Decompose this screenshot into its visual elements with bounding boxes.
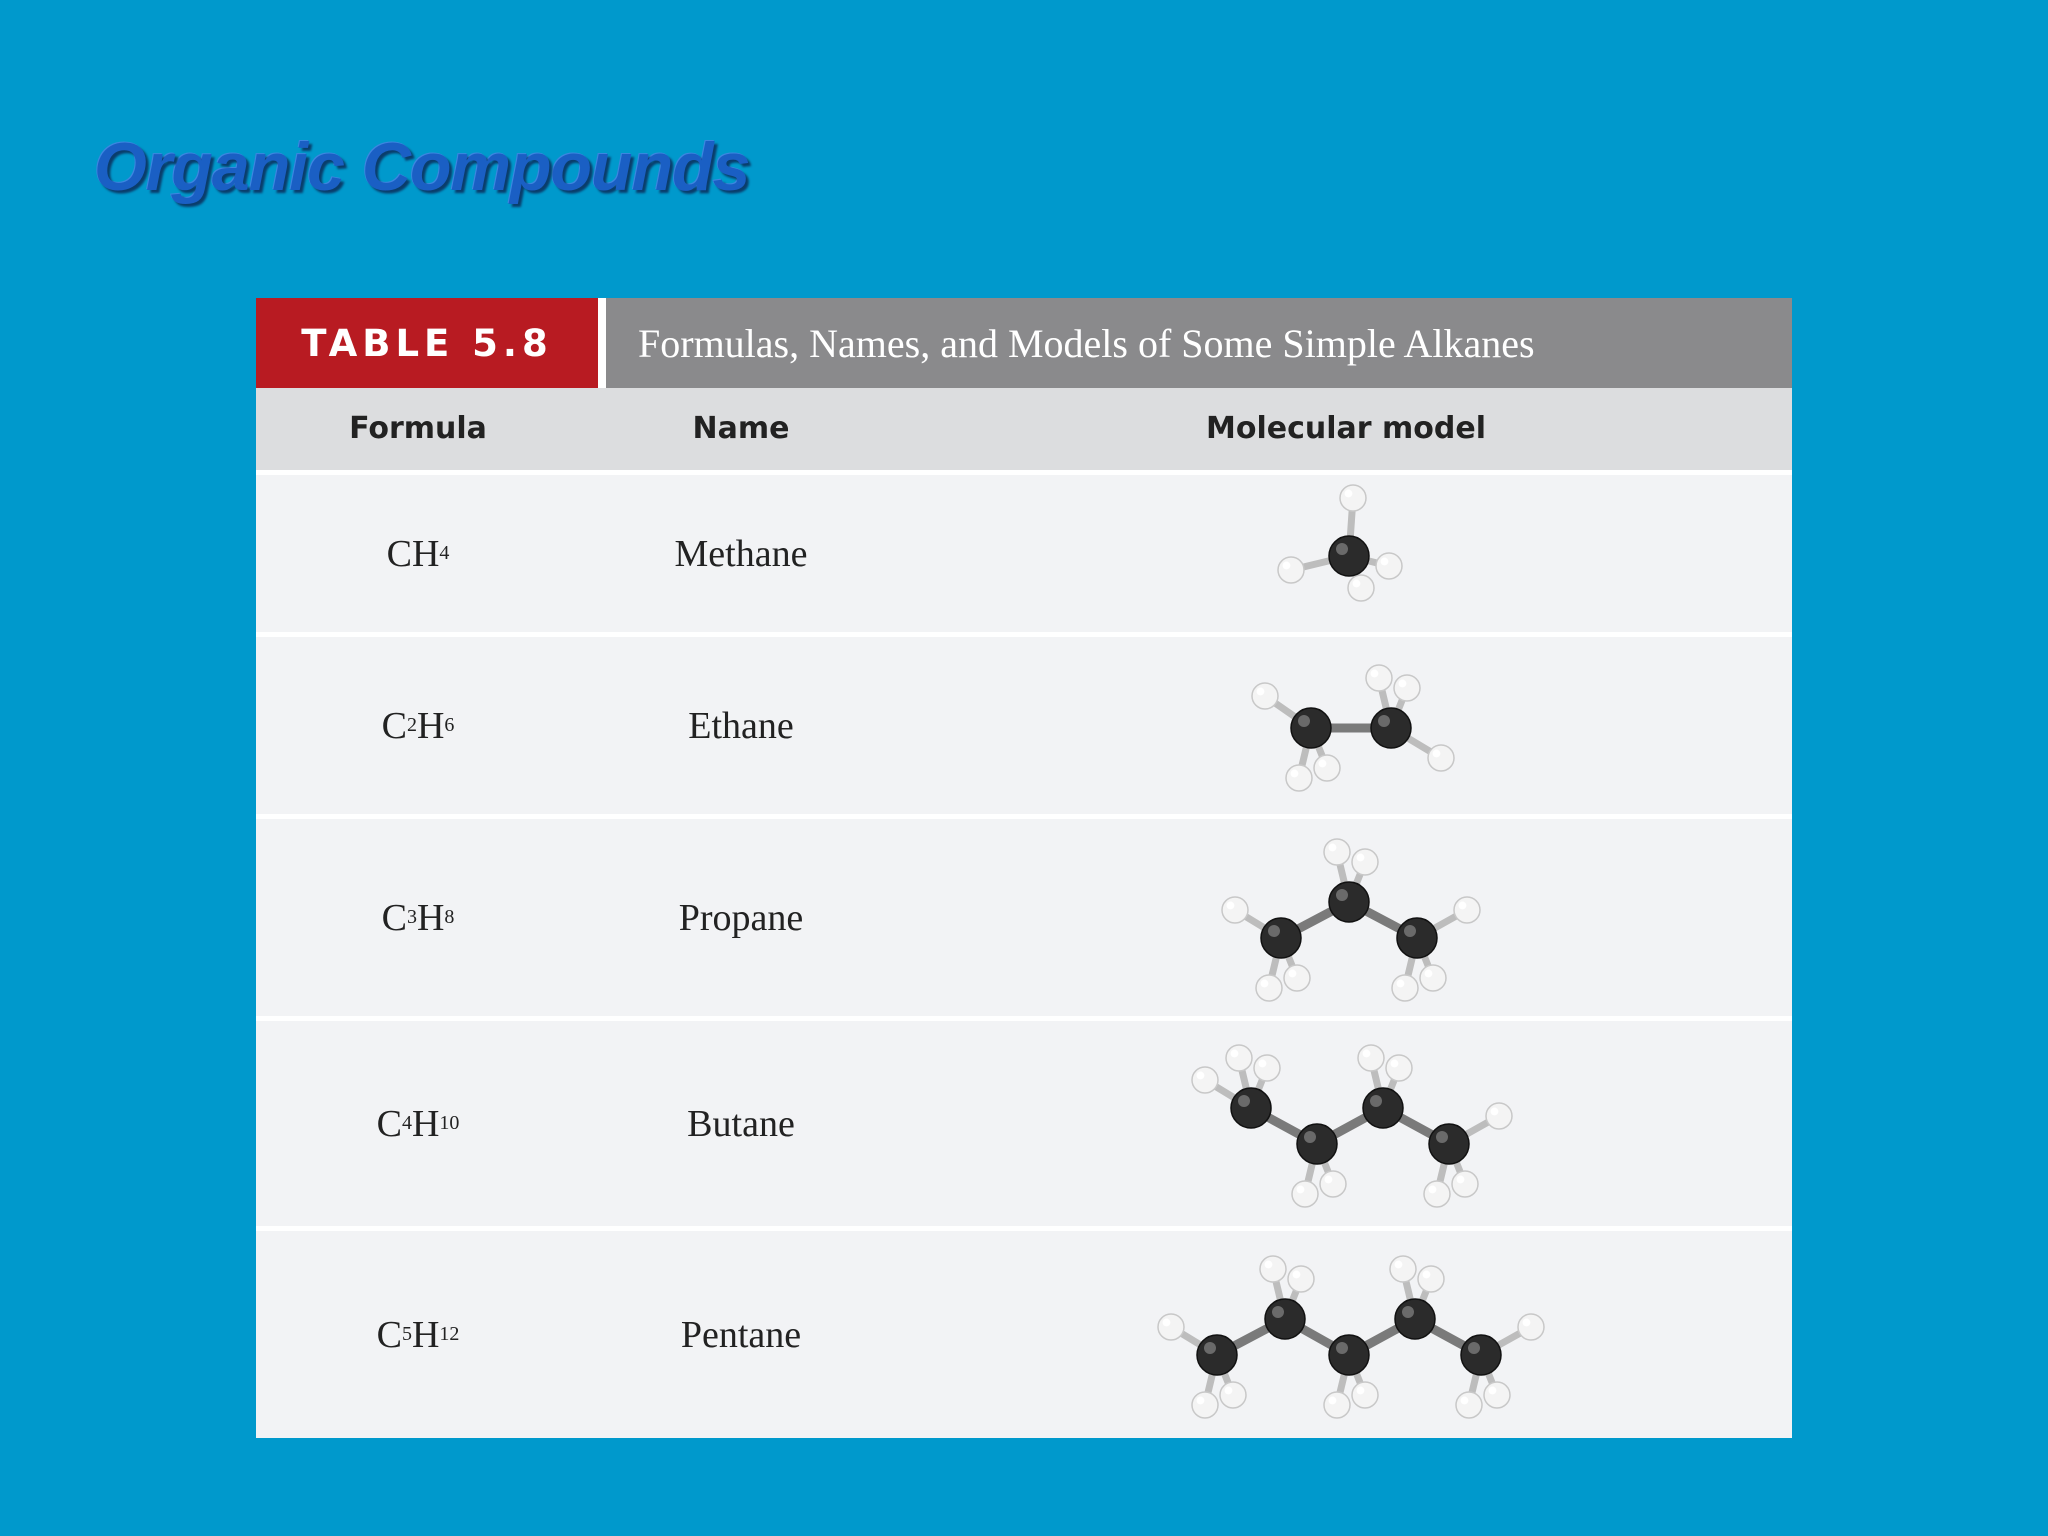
name-cell: Pentane	[680, 1313, 802, 1356]
atom-highlight	[1291, 770, 1299, 778]
header-name: Name	[692, 411, 790, 446]
atom-highlight	[1272, 1306, 1284, 1318]
carbon-atom	[1231, 1088, 1271, 1128]
formula-subscript: 8	[444, 906, 455, 928]
atom-highlight	[1257, 688, 1265, 696]
hydrogen-atom	[1420, 965, 1446, 991]
atom-highlight	[1397, 980, 1405, 988]
table-header-row	[256, 388, 1792, 470]
formula-element: H	[411, 532, 440, 575]
atom-highlight	[1336, 1342, 1348, 1354]
ethane-ball-and-stick-model	[256, 637, 1792, 819]
formula-subscript: 2	[406, 714, 417, 736]
atom-highlight	[1423, 1271, 1431, 1279]
carbon-atom	[1329, 882, 1369, 922]
formula-subscript: 4	[439, 542, 450, 564]
hydrogen-atom	[1424, 1181, 1450, 1207]
atom-highlight	[1231, 1050, 1239, 1058]
table-number-label: TABLE 5.8	[256, 298, 606, 388]
atom-highlight	[1457, 1176, 1465, 1184]
atom-highlight	[1319, 760, 1327, 768]
hydrogen-atom	[1220, 1382, 1246, 1408]
atom-highlight	[1402, 1306, 1414, 1318]
hydrogen-atom	[1454, 897, 1480, 923]
name-cell: Methane	[674, 532, 808, 575]
atom-highlight	[1329, 1397, 1337, 1405]
hydrogen-atom	[1456, 1392, 1482, 1418]
atom-highlight	[1371, 670, 1379, 678]
hydrogen-atom	[1518, 1314, 1544, 1340]
carbon-atom	[1397, 918, 1437, 958]
formula-element: C	[381, 896, 407, 939]
formula-element: C	[376, 1102, 402, 1145]
hydrogen-atom	[1348, 575, 1374, 601]
carbon-atom	[1363, 1088, 1403, 1128]
hydrogen-atom	[1366, 665, 1392, 691]
methane-ball-and-stick-model	[256, 475, 1792, 637]
atom-highlight	[1491, 1108, 1499, 1116]
hydrogen-atom	[1260, 1256, 1286, 1282]
atom-highlight	[1370, 1095, 1382, 1107]
atom-highlight	[1197, 1072, 1205, 1080]
hydrogen-atom	[1376, 553, 1402, 579]
hydrogen-atom	[1256, 975, 1282, 1001]
formula-subscript: 10	[439, 1112, 460, 1134]
hydrogen-atom	[1352, 1382, 1378, 1408]
carbon-atom	[1265, 1299, 1305, 1339]
formula-subscript: 6	[444, 714, 455, 736]
hydrogen-atom	[1158, 1314, 1184, 1340]
formula-subscript: 4	[401, 1112, 412, 1134]
atom-highlight	[1429, 1186, 1437, 1194]
hydrogen-atom	[1392, 975, 1418, 1001]
atom-highlight	[1489, 1387, 1497, 1395]
atom-highlight	[1329, 844, 1337, 852]
carbon-atom	[1461, 1335, 1501, 1375]
atom-highlight	[1298, 715, 1310, 727]
atom-highlight	[1293, 1271, 1301, 1279]
atom-highlight	[1204, 1342, 1216, 1354]
table-caption-text: Formulas, Names, and Models of Some Simple Alkanes	[606, 298, 1792, 388]
carbon-atom	[1261, 918, 1301, 958]
atom-highlight	[1345, 490, 1353, 498]
atom-highlight	[1468, 1342, 1480, 1354]
atom-highlight	[1197, 1397, 1205, 1405]
formula-subscript: 5	[401, 1323, 412, 1345]
hydrogen-atom	[1278, 557, 1304, 583]
formula-element: H	[411, 1313, 440, 1356]
atom-highlight	[1433, 750, 1441, 758]
carbon-atom	[1291, 708, 1331, 748]
table-row	[256, 632, 1792, 814]
hydrogen-atom	[1284, 965, 1310, 991]
atom-highlight	[1336, 543, 1348, 555]
formula-element: C	[376, 1313, 402, 1356]
atom-highlight	[1436, 1131, 1448, 1143]
atom-highlight	[1523, 1319, 1531, 1327]
hydrogen-atom	[1352, 849, 1378, 875]
formula-element: H	[416, 896, 445, 939]
atom-highlight	[1289, 970, 1297, 978]
atom-highlight	[1304, 1131, 1316, 1143]
atom-highlight	[1163, 1319, 1171, 1327]
atom-highlight	[1297, 1186, 1305, 1194]
formula-subscript: 3	[406, 906, 417, 928]
hydrogen-atom	[1314, 755, 1340, 781]
atom-highlight	[1265, 1261, 1273, 1269]
atom-highlight	[1259, 1060, 1267, 1068]
atom-highlight	[1357, 854, 1365, 862]
formula-subscript: 12	[439, 1323, 460, 1345]
atom-highlight	[1399, 680, 1407, 688]
hydrogen-atom	[1286, 765, 1312, 791]
atom-highlight	[1381, 558, 1389, 566]
hydrogen-atom	[1252, 683, 1278, 709]
hydrogen-atom	[1486, 1103, 1512, 1129]
carbon-atom	[1329, 536, 1369, 576]
hydrogen-atom	[1288, 1266, 1314, 1292]
atom-highlight	[1238, 1095, 1250, 1107]
hydrogen-atom	[1386, 1055, 1412, 1081]
hydrogen-atom	[1340, 485, 1366, 511]
table-row	[256, 1226, 1792, 1438]
atom-highlight	[1404, 925, 1416, 937]
name-cell: Butane	[687, 1102, 795, 1145]
atom-highlight	[1261, 980, 1269, 988]
hydrogen-atom	[1320, 1171, 1346, 1197]
formula-element: H	[411, 1102, 440, 1145]
formula-element: H	[416, 704, 445, 747]
hydrogen-atom	[1324, 839, 1350, 865]
hydrogen-atom	[1358, 1045, 1384, 1071]
table-row	[256, 1016, 1792, 1226]
atom-highlight	[1225, 1387, 1233, 1395]
carbon-atom	[1395, 1299, 1435, 1339]
table-row	[256, 814, 1792, 1016]
atom-highlight	[1363, 1050, 1371, 1058]
butane-ball-and-stick-model	[256, 1021, 1792, 1231]
hydrogen-atom	[1394, 675, 1420, 701]
header-molecular-model: Molecular model	[1206, 411, 1486, 446]
atom-highlight	[1325, 1176, 1333, 1184]
hydrogen-atom	[1418, 1266, 1444, 1292]
hydrogen-atom	[1226, 1045, 1252, 1071]
atom-highlight	[1227, 902, 1235, 910]
pentane-ball-and-stick-model	[256, 1231, 1792, 1443]
atom-highlight	[1268, 925, 1280, 937]
atom-highlight	[1395, 1261, 1403, 1269]
carbon-atom	[1371, 708, 1411, 748]
propane-ball-and-stick-model	[256, 819, 1792, 1021]
atom-highlight	[1391, 1060, 1399, 1068]
carbon-atom	[1329, 1335, 1369, 1375]
hydrogen-atom	[1390, 1256, 1416, 1282]
carbon-atom	[1297, 1124, 1337, 1164]
atom-highlight	[1336, 889, 1348, 901]
hydrogen-atom	[1428, 745, 1454, 771]
table-row	[256, 470, 1792, 632]
name-cell: Ethane	[688, 704, 794, 747]
name-cell: Propane	[678, 896, 804, 939]
atom-highlight	[1425, 970, 1433, 978]
table-caption	[256, 298, 1792, 388]
hydrogen-atom	[1254, 1055, 1280, 1081]
hydrogen-atom	[1324, 1392, 1350, 1418]
header-formula: Formula	[349, 411, 487, 446]
hydrogen-atom	[1192, 1067, 1218, 1093]
formula-element: C	[381, 704, 407, 747]
hydrogen-atom	[1484, 1382, 1510, 1408]
carbon-atom	[1429, 1124, 1469, 1164]
alkanes-table	[256, 298, 1792, 1438]
atom-highlight	[1353, 580, 1361, 588]
hydrogen-atom	[1192, 1392, 1218, 1418]
atom-highlight	[1461, 1397, 1469, 1405]
carbon-atom	[1197, 1335, 1237, 1375]
hydrogen-atom	[1292, 1181, 1318, 1207]
atom-highlight	[1283, 562, 1291, 570]
slide-title: Organic Compounds	[94, 129, 750, 205]
atom-highlight	[1459, 902, 1467, 910]
formula-element: C	[386, 532, 412, 575]
hydrogen-atom	[1222, 897, 1248, 923]
hydrogen-atom	[1452, 1171, 1478, 1197]
atom-highlight	[1357, 1387, 1365, 1395]
atom-highlight	[1378, 715, 1390, 727]
